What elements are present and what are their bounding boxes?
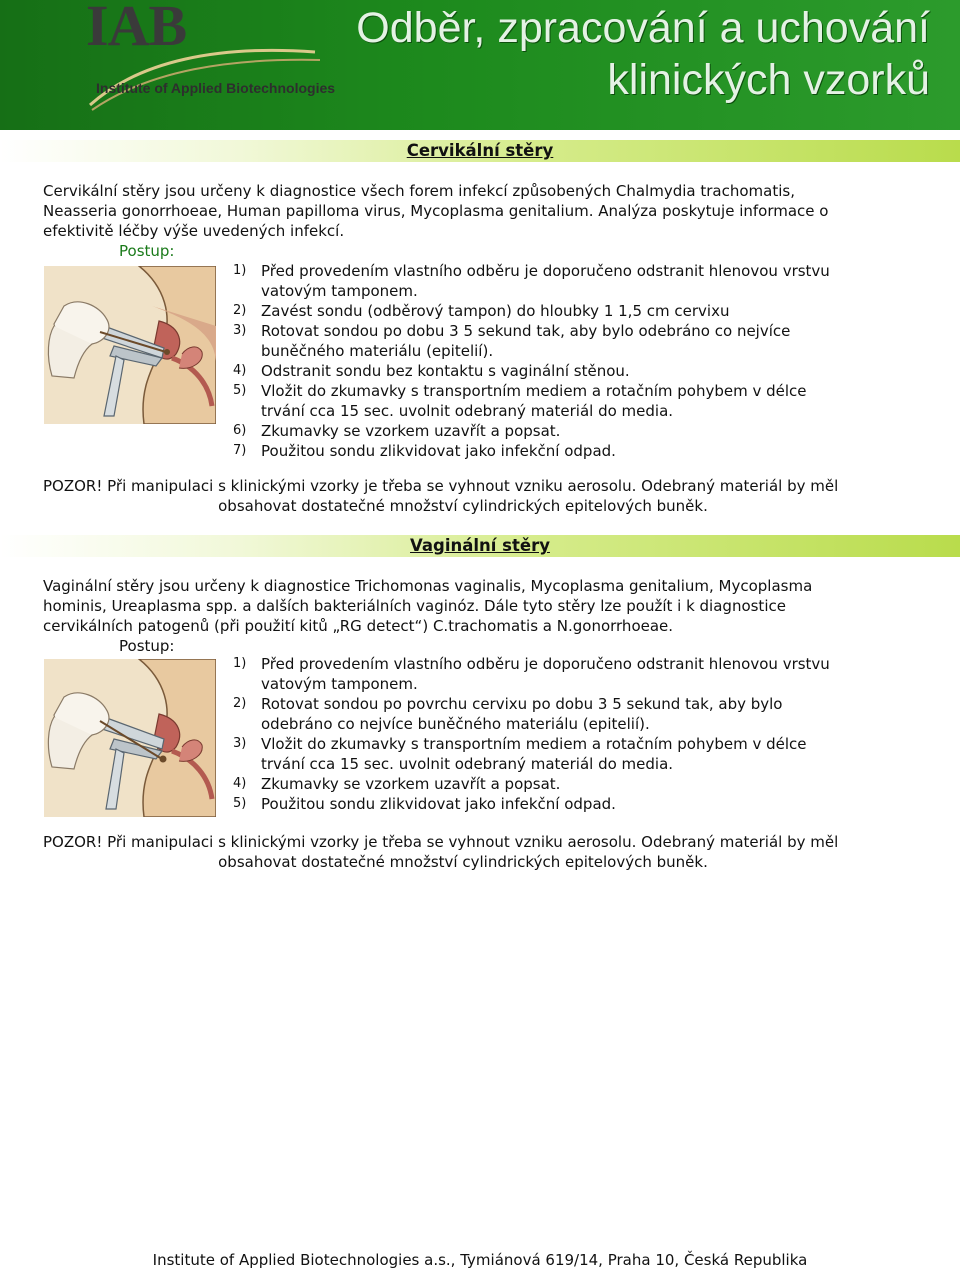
cervical-intro-line2: Neasseria gonorrhoeae, Human papilloma virus, Mycoplasma genitalium. Analýza poskytuje informace o (43, 202, 829, 220)
step-text: Zavést sondu (odběrový tampon) do hloubky 1 1,5 cm cervixu (261, 302, 730, 320)
step-number: 4) (233, 776, 247, 791)
vaginal-intro (43, 576, 923, 636)
step-number: 7) (233, 443, 247, 458)
step-number: 6) (233, 423, 247, 438)
step-number: 3) (233, 323, 247, 338)
step-number: 4) (233, 363, 247, 378)
list-item (233, 654, 923, 694)
page-title-line2: klinických vzorků (607, 56, 930, 104)
step-number: 2) (233, 303, 247, 318)
warning-line1: POZOR! Při manipulaci s klinickými vzorky je třeba se vyhnout vzniku aerosolu. Odebraný materiál by měl (43, 833, 839, 851)
vaginal-steps-list (233, 654, 923, 814)
warning-line1: POZOR! Při manipulaci s klinickými vzorky je třeba se vyhnout vzniku aerosolu. Odebraný materiál by měl (43, 477, 839, 495)
cervical-postup-label: Postup: (119, 242, 175, 260)
list-item (233, 694, 923, 734)
step-number: 1) (233, 656, 247, 671)
step-number: 5) (233, 383, 247, 398)
step-number: 1) (233, 263, 247, 278)
page-footer: Institute of Applied Biotechnologies a.s., Tymiánová 619/14, Praha 10, Česká Republika (152, 1251, 808, 1269)
list-item (233, 774, 923, 794)
step-text: Vložit do zkumavky s transportním mediem a rotačním pohybem v délce (261, 735, 807, 753)
vaginal-warning (43, 832, 923, 872)
warning-line2: obsahovat dostatečné množství cylindrických epitelových buněk. (218, 853, 708, 871)
logo-text: IAB (86, 0, 187, 58)
list-item (233, 321, 923, 361)
step-text: trvání cca 15 sec. uvolnit odebraný materiál do media. (261, 755, 674, 773)
step-text: Zkumavky se vzorkem uzavřít a popsat. (261, 422, 561, 440)
list-item (233, 381, 923, 421)
vaginal-postup-label: Postup: (119, 637, 175, 655)
list-item (233, 301, 923, 321)
step-text: Před provedením vlastního odběru je doporučeno odstranit hlenovou vrstvu (261, 262, 830, 280)
step-text: Před provedením vlastního odběru je doporučeno odstranit hlenovou vrstvu (261, 655, 830, 673)
step-text: Rotovat sondou po povrchu cervixu po dobu 3 5 sekund tak, aby bylo (261, 695, 783, 713)
vaginal-intro-line2: hominis, Ureaplasma spp. a dalších bakteriálních vaginóz. Dále tyto stěry lze použít i k diagnostice (43, 597, 786, 615)
step-text: Použitou sondu zlikvidovat jako infekční odpad. (261, 795, 616, 813)
step-text: Vložit do zkumavky s transportním mediem a rotačním pohybem v délce (261, 382, 807, 400)
list-item (233, 421, 923, 441)
speculum-illustration-icon (44, 266, 216, 424)
step-text: Odstranit sondu bez kontaktu s vaginální stěnou. (261, 362, 630, 380)
speculum-illustration-icon (44, 659, 216, 817)
page-header (0, 0, 960, 130)
step-text: Použitou sondu zlikvidovat jako infekční odpad. (261, 442, 616, 460)
cervical-intro-line1: Cervikální stěry jsou určeny k diagnostice všech forem infekcí způsobených Chalmydia trachomatis, (43, 182, 795, 200)
step-text: Rotovat sondou po dobu 3 5 sekund tak, aby bylo odebráno co nejvíce (261, 322, 791, 340)
vaginal-illustration (44, 659, 216, 817)
step-number: 3) (233, 736, 247, 751)
step-text: Zkumavky se vzorkem uzavřít a popsat. (261, 775, 561, 793)
list-item (233, 734, 923, 774)
warning-line2: obsahovat dostatečné množství cylindrických epitelových buněk. (218, 497, 708, 515)
vaginal-intro-line1: Vaginální stěry jsou určeny k diagnostice Trichomonas vaginalis, Mycoplasma genitalium, Mycoplasma (43, 577, 813, 595)
page-title-line1: Odběr, zpracování a uchování (356, 4, 930, 52)
vaginal-intro-line3: cervikálních patogenů (při použití kitů „RG detect“) C.trachomatis a N.gonorrhoeae. (43, 617, 674, 635)
step-number: 5) (233, 796, 247, 811)
list-item (233, 361, 923, 381)
cervical-warning (43, 476, 923, 516)
cervical-steps-list (233, 261, 923, 461)
cervical-intro (43, 181, 923, 241)
step-text: vatovým tamponem. (261, 675, 418, 693)
list-item (233, 441, 923, 461)
step-text: trvání cca 15 sec. uvolnit odebraný materiál do media. (261, 402, 674, 420)
cervical-illustration (44, 266, 216, 424)
logo-subtitle: Institute of Applied Biotechnologies (96, 80, 336, 96)
section-heading-cervical: Cervikální stěry (406, 141, 554, 160)
list-item (233, 794, 923, 814)
step-text: vatovým tamponem. (261, 282, 418, 300)
step-text: odebráno co nejvíce buněčného materiálu (epitelií). (261, 715, 650, 733)
cervical-intro-line3: efektivitě léčby výše uvedených infekcí. (43, 222, 345, 240)
list-item (233, 261, 923, 301)
page-title (290, 2, 930, 106)
step-text: buněčného materiálu (epitelií). (261, 342, 494, 360)
section-heading-vaginal: Vaginální stěry (410, 536, 550, 555)
step-number: 2) (233, 696, 247, 711)
